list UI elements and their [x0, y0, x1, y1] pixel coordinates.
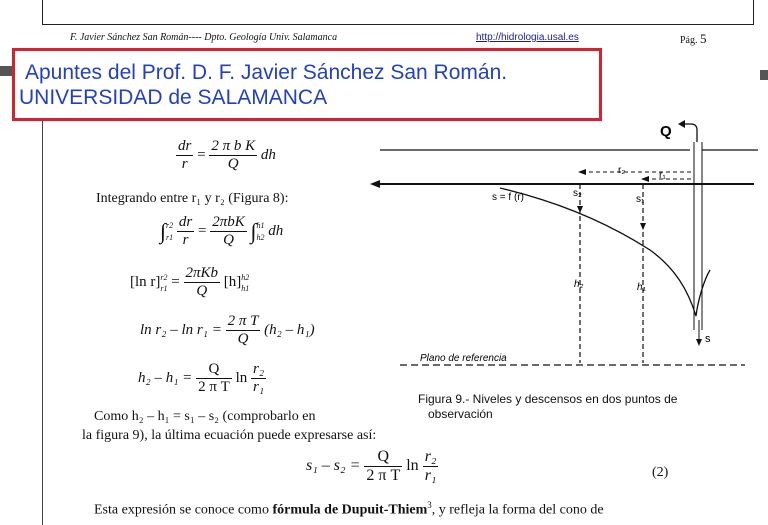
- s2-arrow: [577, 206, 583, 213]
- header-author-dept: F. Javier Sánchez San Román---- Dpto. Geología Univ. Salamanca: [70, 32, 338, 43]
- equation-1: $\frac{dr}{r}$ = $\frac{\text{2 π b K}}{Q}$ dh: [178, 138, 276, 172]
- eq2-int2-lo: h2: [256, 232, 265, 242]
- eq3-left-lo: r1: [160, 283, 168, 293]
- author-banner: [12, 48, 602, 121]
- eq3-right: [h]: [223, 273, 242, 290]
- equation-3: [ln r] r2 r1 = $\frac{\text{2πKb}}{Q}$ [h] h2 h1: [130, 265, 250, 299]
- page-number: 5: [700, 31, 707, 46]
- eq2-lhs-den: r: [182, 232, 189, 248]
- figure-caption-line-1: Figura 9.- Niveles y descensos en dos puntos de: [418, 392, 678, 406]
- eq4-left: ln r₂ – ln r₁ =: [140, 321, 222, 338]
- banner-line-2: UNIVERSIDAD de SALAMANCA: [19, 86, 328, 109]
- label-r2: r₂: [618, 165, 626, 176]
- eq3-right-up: h2: [241, 272, 250, 282]
- eq5-left: h₂ – h₁ =: [138, 369, 193, 386]
- label-s2: s₂: [573, 188, 582, 199]
- eq5-ln: ln: [235, 369, 248, 386]
- eq1-rhs-num: 2 π b K: [211, 138, 256, 154]
- eq1-tail: dh: [260, 146, 276, 163]
- eq4-rhs-num: 2 π T: [227, 313, 259, 329]
- previous-page-frame: [42, 0, 754, 25]
- eq1-lhs-den: r: [181, 156, 188, 172]
- equation-4: [140, 313, 315, 348]
- eq4-tail: (h₂ – h₁): [264, 321, 315, 338]
- header-url-link[interactable]: http://hidrologia.usal.es: [476, 32, 579, 43]
- equation-2: ∫ r2 r1 $\frac{dr}{r}$ = $\frac{\text{2πbK}}{Q}$ ∫ h1 h2 dh: [160, 214, 284, 248]
- label-r1: r₁: [659, 170, 666, 181]
- label-s: s: [705, 333, 711, 345]
- equation-number: (2): [652, 465, 669, 480]
- como-line-1: Como h₂ – h₁ = s₁ – s₂ (comprobarlo en: [94, 409, 316, 424]
- eq6-ln: ln: [406, 457, 419, 475]
- dupuit-thiem-term: fórmula de Dupuit-Thiem: [272, 502, 428, 518]
- page-label: Pág.: [680, 35, 698, 46]
- eq6-ln-den: r₁: [424, 467, 437, 484]
- eq3-rhs-den: Q: [196, 283, 208, 299]
- eq2-rhs-num: 2πbK: [212, 214, 245, 230]
- banner-line-1: Apuntes del Prof. D. F. Javier Sánchez San Román.: [25, 61, 508, 84]
- static-level-arrow: [370, 180, 380, 188]
- footnote-ref: 3: [427, 500, 432, 510]
- cone-of-depression-curve: [500, 188, 710, 316]
- eq1-rhs-den: Q: [227, 156, 239, 172]
- eq5-ln-num: r₂: [252, 361, 265, 377]
- page-edge-marker-right: [760, 70, 768, 80]
- eq3-left-up: r2: [160, 272, 168, 282]
- label-reference-plane: Plano de referencia: [420, 353, 507, 364]
- r2-arrow: [578, 169, 586, 175]
- dupuit-thiem-line: [94, 500, 604, 519]
- header-page: [680, 31, 707, 47]
- eq5-ln-den: r₁: [252, 379, 265, 395]
- eq2-tail: dh: [268, 222, 284, 239]
- figure-caption-line-2: observación: [428, 407, 493, 421]
- eq2-int2-up: h1: [256, 220, 265, 230]
- last-line-post: , y refleja la forma del cono de: [431, 502, 604, 518]
- s1-arrow: [640, 223, 646, 230]
- eq2-int1-up: r2: [166, 220, 174, 230]
- label-curve: s = f (r): [492, 192, 524, 203]
- eq6-rhs-num: Q: [364, 448, 402, 467]
- label-h2: h₂: [574, 279, 584, 290]
- como-line-2: la figura 9), la última ecuación puede expresarse así:: [82, 428, 377, 443]
- page-left-border: [42, 120, 43, 525]
- eq6-left: s₁ – s₂ =: [306, 457, 361, 475]
- label-h1: h₁: [637, 282, 646, 293]
- eq5-rhs-den: 2 π T: [198, 379, 230, 395]
- last-line-pre: Esta expresión se conoce como: [94, 502, 273, 518]
- r1-arrow: [641, 176, 649, 182]
- eq2-rhs-den: Q: [223, 232, 234, 248]
- integrating-text: Integrando entre r₁ y r₂ (Figura 8):: [96, 191, 289, 206]
- eq2-int1-lo: r1: [166, 232, 174, 242]
- equation-5: [138, 361, 266, 396]
- figure-9-diagram: [360, 120, 760, 375]
- s-arrow: [696, 339, 702, 346]
- eq6-ln-num: r₂: [424, 448, 437, 465]
- eq1-lhs-num: dr: [178, 138, 192, 154]
- eq4-rhs-den: Q: [237, 331, 249, 347]
- eq3-left: [ln r]: [130, 273, 161, 290]
- eq2-lhs-num: dr: [178, 214, 193, 230]
- eq6-rhs-den: 2 π T: [366, 467, 401, 484]
- label-Q: Q: [660, 123, 672, 140]
- eq5-rhs-num: Q: [196, 361, 232, 379]
- eq3-rhs-num: 2πKb: [185, 265, 219, 281]
- label-s1: s₁: [636, 194, 645, 205]
- eq3-right-lo: h1: [241, 283, 250, 293]
- discharge-arrow: [678, 120, 685, 128]
- equation-6: [306, 448, 438, 485]
